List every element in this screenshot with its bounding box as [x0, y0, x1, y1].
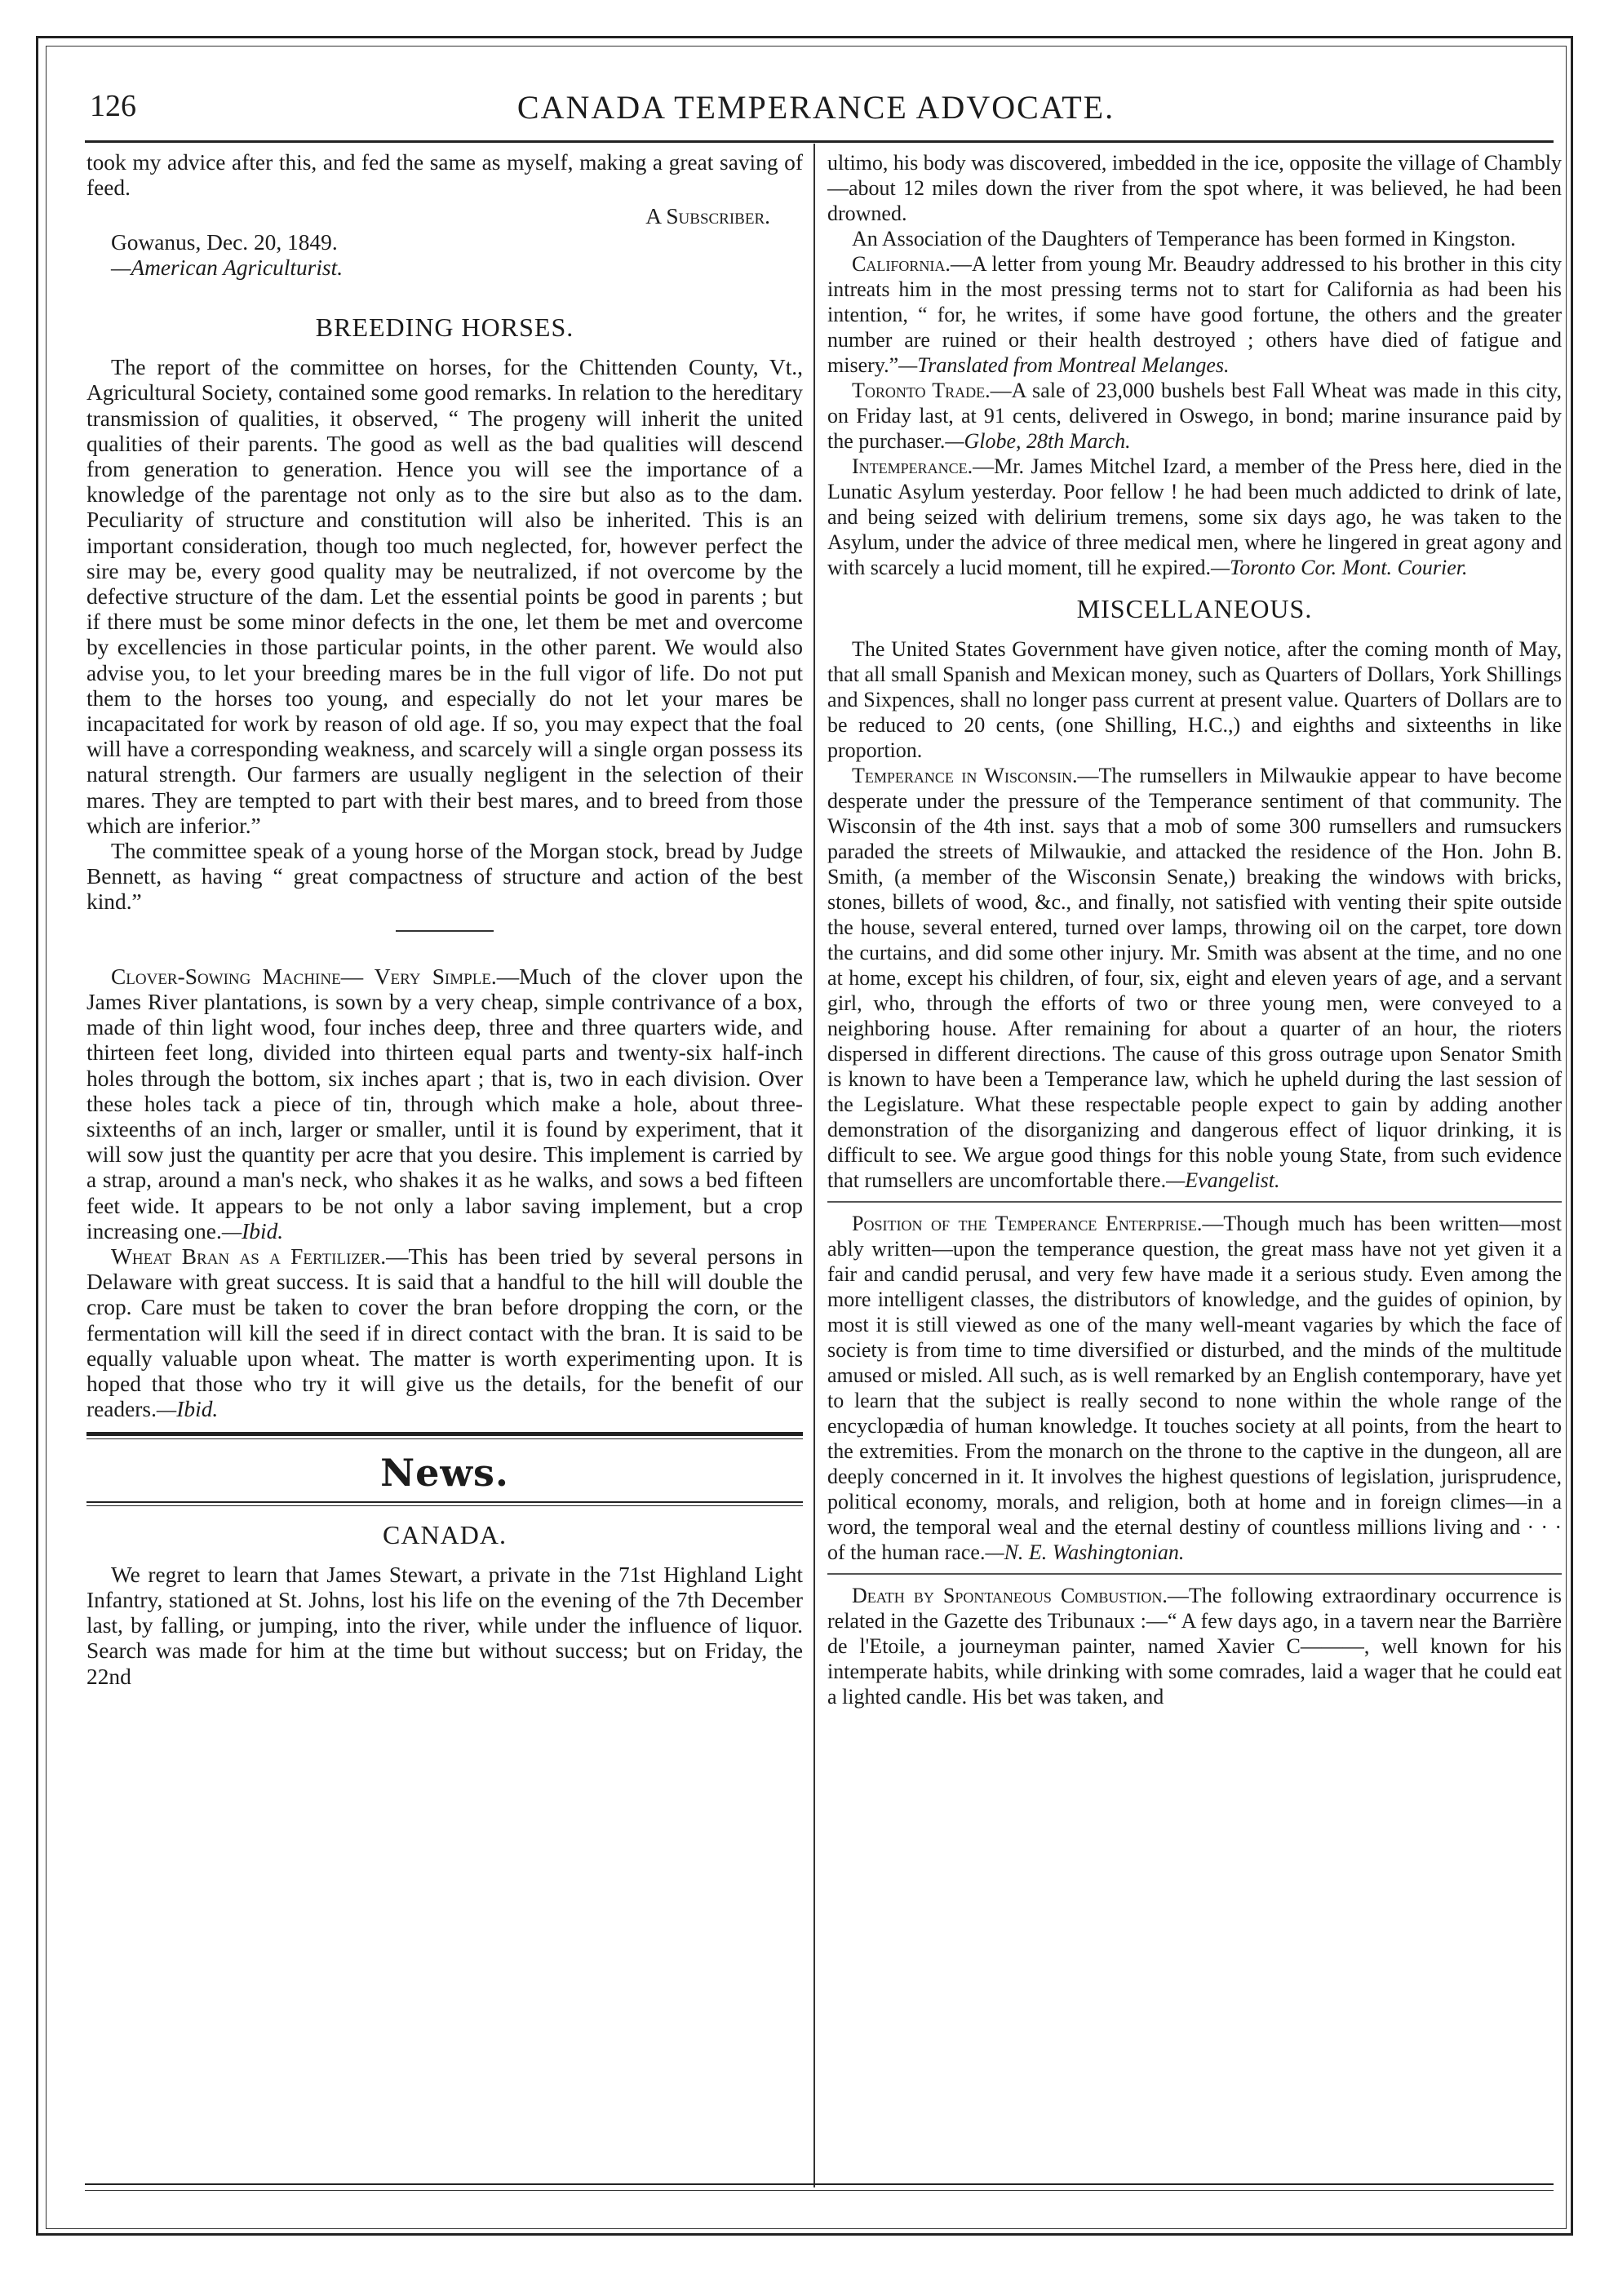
position-source: —N. E. Washingtonian. [985, 1540, 1185, 1564]
canada-heading: CANADA. [383, 1519, 507, 1549]
page-header [90, 88, 1542, 137]
toronto-item [827, 378, 1562, 454]
california-body: —A letter from young Mr. Beaudry addressed to his brother in this city intreats him in the most pressing terms not to start for California as had been his intention, “ for, he writes, if some have good fortune, the others and the greater number are ruined or their health destroyed ; others have died of fatigue and misery.” [827, 252, 1562, 377]
section-rule [396, 930, 494, 932]
wisconsin-body: —The rumsellers in Milwaukie appear to have become desperate under the pressure of the Temperance sentiment of that community. The Wisconsin of the 4th inst. says that a mob of some 300 rumsellers and rumsuckers paraded the streets of Milwaukie, and attacked the residence of the Hon. John B. Smith, (a member of the Wisconsin Senate,) breaking the windows with bricks, stones, billets of wood, &c., and finally, not satisfied with venting their spite outside the house, several entered, turned over lamps, throwing oil on the carpet, tore down the curtains, and did some other injury. Mr. Smith was absent at the time, and no one at home, except his children, of four, six, eight and eleven years of age, and a servant girl, who, through the efforts of two or three young men, were conveyed to a neighboring house. After remaining for about a quarter of an hour, the rioters dispersed in different directions. The cause of this gross outrage upon Senator Smith is known to have been a Temperance law, which he upheld during the last session of the Legislature. What these respectable people expect to gain by adding another demonstration of the disorganizing and dangerous effect of liquor drinking, it is difficult to see. We argue good things for this noble young State, from such evidence that rumsellers are uncomfortable there. [827, 764, 1562, 1192]
position-body: —Though much has been written—most ably written—upon the temperance question, the great mass have not yet given it a fair and candid perusal, and very few have made it a serious study. Even among the more intelligent classes, the distributors of knowledge, and the guides of opinion, by most it is still viewed as one of the many well-meant vagaries by which the face of society is from time to time diversified or disturbed, and the minds of the multitude amused or misled. All such, as is well remarked by an English contemporary, have yet to learn that the subject is really second to none within the whole range of the encyclopædia of human knowledge. It touches society at all points, from the heart to the extremities. From the monarch on the throne to the captive in the dungeon, all are deeply concerned in it. It involves the highest questions of legislation, jurisprudence, political economy, morals, and religion, both at home and in foreign climes—in a word, the temporal weal and the eternal destiny of countless millions living and · · · of the human race. [827, 1212, 1562, 1564]
news-rule-top [86, 1432, 803, 1439]
column-divider [813, 144, 815, 2187]
wheat-body: —This has been tried by several persons in Delaware with great success. It is said that a handful to the hill will double the crop. Care must be taken to cover the bran before dropping the corn, or the fermentation will kill the seed if in direct contact with the bran. It is said to be equally valuable upon wheat. The matter is worth experimenting upon. It is hoped that those who try it will give us the details, for the benefit of our readers. [86, 1243, 804, 1422]
news-rule-bottom [86, 1501, 803, 1506]
coinage-item: The United States Government have given notice, after the coming month of May, that all small Spanish and Mexican money, such as Quarters of Dollars, York Shillings and Sixpences, shall no longer pass current at present value. Quarters of Dollars are to be reduced to 20 cents, (one Shilling, H.C.,) and eighths and sixteenths in like proportion. [827, 637, 1562, 762]
intemperance-body: —Mr. James Mitchel Izard, a member of the Press here, died in the Lunatic Asylum yesterday. Poor fellow ! he had been much addicted to drink of late, and being seized with delirium tremens, some six days ago, he was taken to the Asylum, under the advice of three medical men, where he lingered in great agony and with scarcely a lucid moment, till he expired. [827, 454, 1562, 579]
dateline: Gowanus, Dec. 20, 1849. [111, 229, 338, 255]
wisconsin-lead: Temperance in Wisconsin. [852, 764, 1078, 787]
right-column [827, 150, 1562, 1709]
signature-row [86, 204, 803, 229]
toronto-lead: Toronto Trade. [852, 379, 991, 402]
california-lead: California. [852, 252, 951, 276]
death-body: —The following extraordinary occurrence is related in the Gazette des Tribunaux :—“ A few days ago, in a tavern near the Barrière de l'Etoile, a journeyman painter, named Xavier C———, well known for his intemperate habits, while drinking with some comrades, laid a wager that he could eat a lighted candle. His bet was taken, and [827, 1584, 1562, 1709]
header-rule [85, 140, 1554, 143]
signature: A Subscriber. [645, 204, 770, 229]
source-credit: —American Agriculturist. [111, 255, 344, 280]
canada-paragraph: We regret to learn that James Stewart, a private in the 71st Highland Light Infantry, stationed at St. Johns, lost his life on the evening of the 7th December last, by falling, or jumping, into the river, while under the influence of liquor. Search was made for him at the time but without success; but on Friday, the 22nd [86, 1562, 803, 1689]
breeding-paragraph-1: The report of the committee on horses, for the Chittenden County, Vt., Agricultural Society, contained some good remarks. In relation to the hereditary transmission of qualities, it observed, “ The progeny will inherit the united qualities of their parents. The good as well as the bad qualities will descend from generation to generation. Hence you will see the importance of a knowledge of the parentage not only as to the sire but also as to the dam. Peculiarity of structure and constitution will also be inherited. This is an important consideration, though too much neglected, for, however perfect the sire may be, every good quality may be neutralized, if not overcome by the defective structure of the dam. Let the essential points be good in parents ; but if there must be some minor defects in the one, let them be met and overcome by excellencies in those particular points, in the other parent. We would also advise you, to let your breeding mares be in the full vigor of life. Do not put them to the horses too young, and especially do not let your mares be incapacitated for work by reason of old age. If so, you may expect that the foal will have a corresponding weakness, and scarcely will a single organ possess its natural strength. Our farmers are usually negligent in the selection of their mares. They are tempted to part with their best mares, and to breed from those which are inferior.” [86, 355, 803, 838]
breeding-paragraph-2: The committee speak of a young horse of the Morgan stock, bread by Judge Bennett, as having “ great compactness of structure and action of the best kind.” [86, 839, 803, 915]
item-rule [827, 1573, 1562, 1575]
miscellaneous-heading: MISCELLANEOUS. [1076, 594, 1313, 623]
clover-body: —Much of the clover upon the James River plantations, is sown by a very cheap, simple contrivance of a box, made of thin light wood, four inches deep, three and three quarters wide, and thirteen feet long, divided into thirteen equal parts and twenty-six half-inch holes through the bottom, six inches apart ; that is, two in each division. Over these holes tack a piece of tin, through which make a hole, about three-sixteenths of an inch, larger or smaller, until it is found by experiment, that it will sow just the quantity per acre that you desire. This implement is carried by a strap, around a man's neck, who shakes it as he walks, and sows a bed fifteen feet wide. It appears to be not only a labor saving implement, but a crop increasing one. [86, 964, 803, 1243]
wheat-source: —Ibid. [156, 1397, 219, 1422]
death-lead: Death by Spontaneous Combustion. [852, 1584, 1168, 1607]
intemperance-source: —Toronto Cor. Mont. Courier. [1211, 556, 1468, 579]
item-rule [827, 1201, 1562, 1203]
page-number: 126 [90, 89, 136, 123]
california-source: —Translated from Montreal Melanges. [898, 353, 1230, 377]
bottom-rule [85, 2183, 1554, 2185]
wheat-lead: Wheat Bran as a Fertilizer. [111, 1243, 387, 1269]
intemperance-item [827, 454, 1562, 580]
death-item [827, 1583, 1562, 1709]
daughters-item: An Association of the Daughters of Temperance has been formed in Kingston. [852, 227, 1516, 250]
toronto-source: —Globe, 28th March. [945, 429, 1131, 453]
wisconsin-item [827, 763, 1562, 1193]
position-lead: Position of the Temperance Enterprise. [852, 1212, 1203, 1235]
california-item [827, 251, 1562, 378]
wisconsin-source: —Evangelist. [1166, 1168, 1280, 1192]
toronto-body: —A sale of 23,000 bushels best Fall Wheat was made in this city, on Friday last, at 91 cents, delivered in Oswego, in bond; marine insurance paid by the purchaser. [827, 379, 1563, 453]
breeding-horses-heading: BREEDING HORSES. [315, 312, 574, 343]
left-column [86, 150, 803, 1690]
clover-source: —Ibid. [221, 1218, 284, 1243]
bottom-rule-thin [85, 2190, 1554, 2191]
position-item [827, 1211, 1562, 1565]
intro-paragraph: took my advice after this, and fed the same as myself, making a great saving of feed. [86, 150, 803, 201]
news-title: News. [380, 1451, 509, 1496]
canada-continued: ultimo, his body was discovered, imbedded in the ice, opposite the village of Chambly—about 12 miles down the river from the spot where, it was believed, he had been drowned. [827, 151, 1562, 225]
clover-lead: Clover-Sowing Machine— Very Simple. [111, 964, 497, 989]
journal-title: CANADA TEMPERANCE ADVOCATE. [516, 89, 1115, 126]
wheat-article [86, 1244, 803, 1422]
clover-article [86, 964, 803, 1244]
intemperance-lead: Intemperance. [852, 454, 973, 478]
